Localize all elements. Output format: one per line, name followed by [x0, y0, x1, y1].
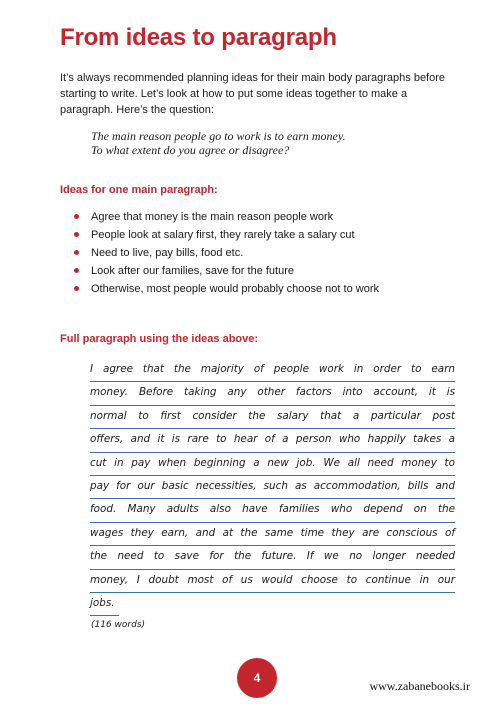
paragraph-line: offers, and it is rare to hear of a person who happily takes a	[90, 429, 455, 452]
bullet-icon	[74, 268, 79, 273]
idea-item	[74, 281, 379, 299]
paragraph-heading: Full paragraph using the ideas above:	[60, 333, 259, 345]
idea-item	[74, 263, 379, 281]
essay-question	[91, 129, 346, 157]
question-line-2: To what extent do you agree or disagree?	[91, 143, 290, 157]
website-footer: www.zabanebooks.ir	[369, 679, 470, 693]
paragraph-line: cut in pay when beginning a new job. We all need money to	[90, 453, 455, 476]
idea-text: Need to live, pay bills, food etc.	[91, 247, 244, 259]
paragraph-line: money, I doubt most of us would choose to continue in our	[90, 570, 455, 593]
word-count: (116 words)	[91, 620, 146, 630]
ideas-list	[74, 209, 379, 299]
idea-text: Look after our families, save for the future	[91, 265, 294, 277]
bullet-icon	[74, 250, 79, 255]
idea-item	[74, 227, 379, 245]
question-line-1: The main reason people go to work is to earn money.	[91, 129, 346, 143]
bullet-icon	[74, 286, 79, 291]
paragraph-line: money. Before taking any other factors into account, it is	[90, 382, 455, 405]
idea-text: Otherwise, most people would probably choose not to work	[91, 283, 379, 295]
page-number-badge: 4	[237, 658, 277, 698]
page-title: From ideas to paragraph	[60, 24, 337, 51]
paragraph-line: pay for our basic necessities, such as accommodation, bills and	[90, 476, 455, 499]
bullet-icon	[74, 214, 79, 219]
intro-paragraph: It’s always recommended planning ideas for their main body paragraphs before starting to write. Let’s look at how to put some ideas together to make a paragraph. Here’s the question:	[60, 72, 446, 116]
idea-text: People look at salary first, they rarely take a salary cut	[91, 229, 355, 241]
paragraph-line: the need to save for the future. If we no longer needed	[90, 546, 455, 569]
paragraph-line: I agree that the majority of people work in order to earn	[90, 359, 455, 382]
paragraph-line: normal to first consider the salary that a particular post	[90, 406, 455, 429]
idea-text: Agree that money is the main reason people work	[91, 211, 334, 223]
handwritten-paragraph	[90, 359, 455, 616]
paragraph-line: food. Many adults also have families who depend on the	[90, 499, 455, 522]
idea-item	[74, 209, 379, 227]
paragraph-line: wages they earn, and at the same time they are conscious of	[90, 523, 455, 546]
idea-item	[74, 245, 379, 263]
paragraph-line: jobs.	[90, 593, 119, 616]
bullet-icon	[74, 232, 79, 237]
ideas-heading: Ideas for one main paragraph:	[60, 184, 218, 196]
